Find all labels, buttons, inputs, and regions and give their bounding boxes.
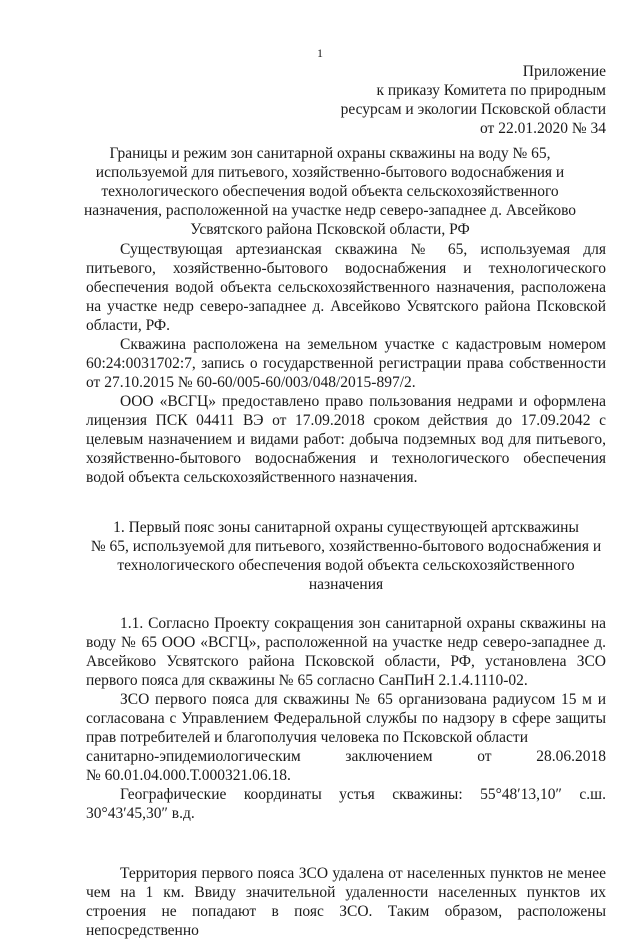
conclusion-word: заключением [345,748,433,765]
coordinates-word: координаты [243,786,322,803]
page-number: 1 [317,46,323,60]
title-line: технологического обеспечения водой объекта сельскохозяйственного [101,183,559,200]
section-heading [86,518,606,594]
longitude-value: 30°43′45,30″ в.д. [86,805,195,822]
section-heading-line: технологического обеспечения водой объекта сельскохозяйственного [117,557,575,574]
conclusion-word: санитарно-эпидемиологическим [86,748,301,765]
section-heading-line: № 65, используемой для питьевого, хозяйственно-бытового водоснабжения и [90,538,602,555]
document-body [86,240,606,940]
appendix-line: ресурсам и экологии Псковской области [340,101,606,118]
appendix-line: к приказу Комитета по природным [376,82,606,99]
title-line: назначения, расположенной на участке недр северо-западнее д. Авсейково [83,202,577,219]
latitude-value: 55°48′13,10″ [480,786,562,803]
section-heading-line: назначения [308,576,384,593]
title-line: используемой для питьевого, хозяйственно-бытового водоснабжения и [95,164,565,181]
coordinates-word: Географические [120,786,227,803]
conclusion-word: от [477,748,492,765]
paragraph-well-description: Существующая артезианская скважина № 65, используемая для питьевого, хозяйственно-бытового водоснабжения и технологического обеспечения водой объекта сельскохозяйственного назначения, расположена на участке недр северо-западнее д. Авсейково Усвятского района Псковской области, РФ. [86,241,606,334]
paragraph-land-plot: Скважина расположена на земельном участке с кадастровым номером 60:24:0031702:7, запись о государственной регистрации права собственности от 27.10.2015 № 60-60/005-60/003/048/2015-897/2. [86,336,606,391]
paragraph-zone-radius: ЗСО первого пояса для скважины № 65 организована радиусом 15 м и согласована с Управлением Федеральной службы по надзору в сфере защиты прав потребителей и благополучия человека по Псковской области [86,691,606,746]
appendix-line: Приложение [522,63,606,80]
title-line: Усвятского района Псковской области, РФ [190,221,470,238]
paragraph-territory: Территория первого пояса ЗСО удалена от населенных пунктов не менее чем на 1 км. Ввиду значительной удаленности населенных пунктов их строения не попадают в пояс ЗСО. Таким образом, расположены непосредственно [86,865,606,939]
coordinates-word: скважины: [392,786,463,803]
appendix-header [341,62,606,138]
coordinates-word: устья [339,786,375,803]
conclusion-date: 28.06.2018 [536,748,606,765]
document-title [60,144,600,239]
section-heading-line: 1. Первый пояс зоны санитарной охраны существующей артскважины [113,519,579,536]
latitude-suffix: с.ш. [579,786,606,803]
conclusion-line [86,747,606,766]
conclusion-number: № 60.01.04.000.Т.000321.06.18. [86,767,291,784]
paragraph-license: ООО «ВСГЦ» предоставлено право пользования недрами и оформлена лицензия ПСК 04411 ВЭ от 17.09.2018 сроком действия до 17.09.2042 с целевым назначением и видами работ: добыча подземных вод для питьевого, хозяйственно-бытового водоснабжения и технологического обеспечения водой объекта сельскохозяйственного назначения. [86,393,606,486]
paragraph-project: 1.1. Согласно Проекту сокращения зон санитарной охраны скважины на воду № 65 ООО «ВСГЦ», расположенной на участке недр северо-западнее д. Авсейково Усвятского района Псковской области, РФ, установлена ЗСО первого пояса для скважины № 65 согласно СанПиН 2.1.4.1110-02. [86,615,606,689]
title-line: Границы и режим зон санитарной охраны скважины на воду № 65, [109,145,551,162]
coordinates-line [86,785,606,804]
appendix-line: от 22.01.2020 № 34 [480,120,606,137]
